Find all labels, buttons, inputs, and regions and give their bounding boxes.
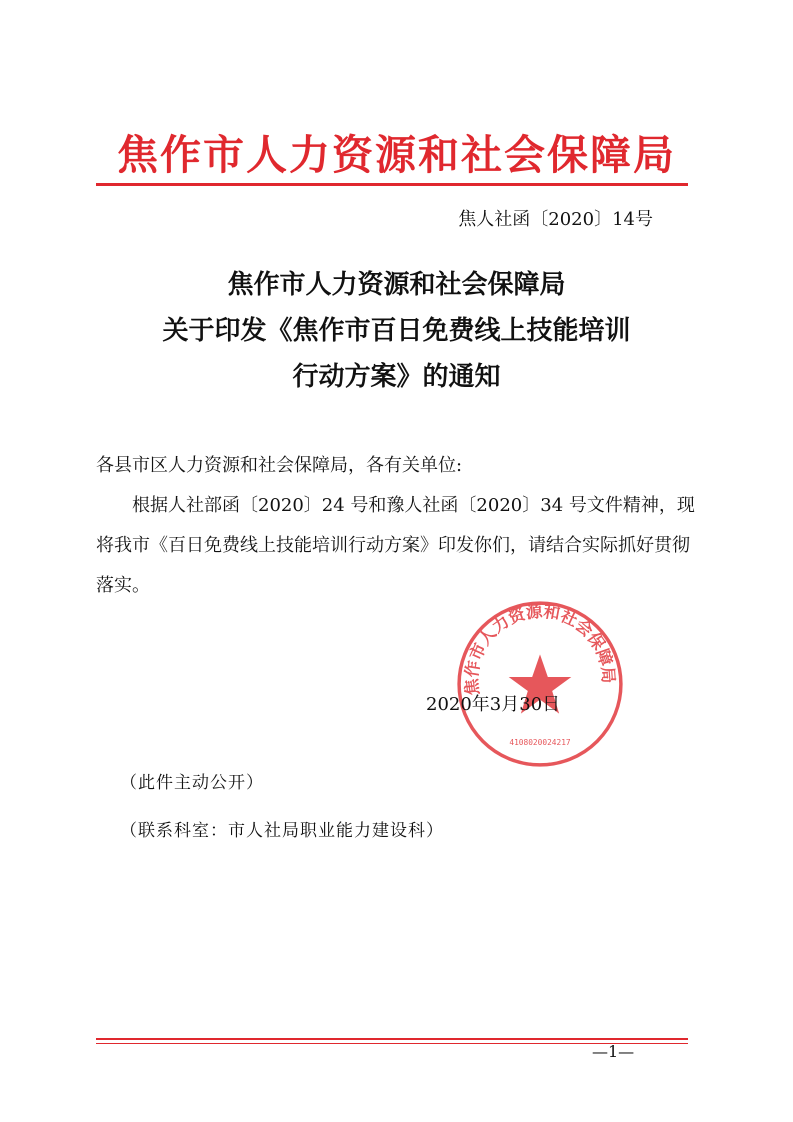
body-content (96, 446, 696, 606)
contact-note: （联系科室：市人社局职业能力建设科） (120, 821, 444, 841)
public-note: （此件主动公开） (120, 773, 264, 793)
salutation: 各县市区人力资源和社会保障局，各有关单位: (96, 455, 463, 476)
document-number: 焦人社函〔2020〕14号 (458, 209, 653, 230)
body-paragraph: 根据人社部函〔2020〕24 号和豫人社函〔2020〕34 号文件精神，现将我市《百日免费线上技能培训行动方案》印发你们，请结合实际抓好贯彻落实。 (96, 495, 695, 596)
page-number: —1— (592, 1042, 635, 1061)
official-seal (453, 597, 627, 771)
issue-date: 2020年3月30日 (426, 694, 561, 715)
title-line-1: 焦作市人力资源和社会保障局 (227, 270, 566, 300)
header-divider (96, 183, 688, 186)
org-header-title: 焦作市人力资源和社会保障局 (117, 131, 676, 179)
seal-text: 焦作市人力资源和社会保障局 (460, 600, 620, 697)
document-title (0, 262, 793, 400)
seal-code: 4108020024217 (509, 737, 571, 747)
title-line-3: 行动方案》的通知 (292, 362, 501, 392)
footer-divider-top (96, 1038, 688, 1040)
title-line-2: 关于印发《焦作市百日免费线上技能培训 (162, 316, 631, 346)
